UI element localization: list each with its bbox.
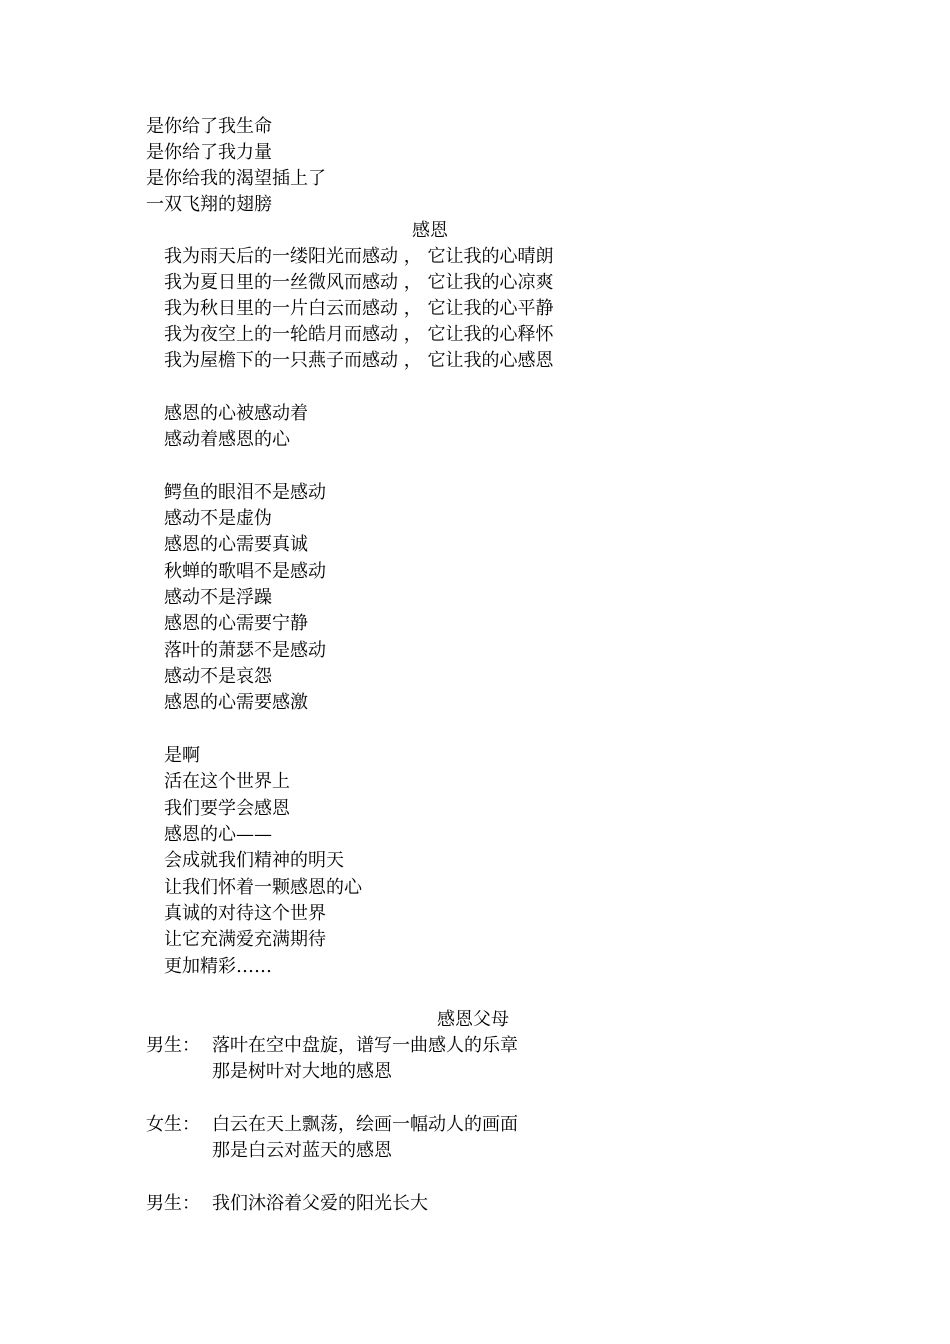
poem-line: 活在这个世界上	[164, 771, 290, 792]
poem-line: 秋蝉的歌唱不是感动	[164, 561, 326, 582]
poem-line: 让我们怀着一颗感恩的心	[164, 877, 362, 898]
dialogue-line: 那是白云对蓝天的感恩	[212, 1140, 392, 1161]
intro-line: 是你给了我力量	[146, 142, 272, 163]
poem-line: 感动不是虚伪	[164, 508, 272, 529]
poem-line: 感动不是浮躁	[164, 587, 272, 608]
poem-line: 感恩的心需要宁静	[164, 613, 308, 634]
poem-line: 落叶的萧瑟不是感动	[164, 640, 326, 661]
poem-line: 感恩的心需要真诚	[164, 534, 308, 555]
poem-line: 我为秋日里的一片白云而感动 ， 它让我的心平静	[164, 298, 554, 319]
poem-line: 感动不是哀怨	[164, 666, 272, 687]
speaker-label: 男生：	[146, 1193, 200, 1214]
poem-line: 会成就我们精神的明天	[164, 850, 344, 871]
poem-line: 感恩的心被感动着	[164, 403, 308, 424]
intro-line: 是你给了我生命	[146, 116, 272, 137]
dialogue-line: 落叶在空中盘旋，谱写一曲感人的乐章	[212, 1035, 518, 1056]
poem-line: 更加精彩……	[164, 956, 272, 977]
poem-line: 鳄鱼的眼泪不是感动	[164, 482, 326, 503]
poem-line: 真诚的对待这个世界	[164, 903, 326, 924]
poem-title: 感恩	[412, 220, 448, 241]
speaker-label: 男生：	[146, 1035, 200, 1056]
dialogue-line: 白云在天上飘荡，绘画一幅动人的画面	[212, 1114, 518, 1135]
speaker-label: 女生：	[146, 1114, 200, 1135]
poem-line: 感动着感恩的心	[164, 429, 290, 450]
poem-line: 是啊	[164, 745, 200, 766]
poem-line: 感恩的心——	[164, 824, 272, 845]
intro-line: 是你给我的渴望插上了	[146, 168, 326, 189]
poem-line: 我为屋檐下的一只燕子而感动 ， 它让我的心感恩	[164, 350, 554, 371]
poem-line: 感恩的心需要感激	[164, 692, 308, 713]
intro-line: 一双飞翔的翅膀	[146, 194, 272, 215]
poem-line: 我们要学会感恩	[164, 798, 290, 819]
poem-line: 让它充满爱充满期待	[164, 929, 326, 950]
poem-title: 感恩父母	[437, 1009, 509, 1030]
poem-line: 我为夜空上的一轮皓月而感动 ， 它让我的心释怀	[164, 324, 554, 345]
poem-line: 我为雨天后的一缕阳光而感动 ， 它让我的心晴朗	[164, 246, 554, 267]
dialogue-line: 我们沐浴着父爱的阳光长大	[212, 1193, 428, 1214]
poem-line: 我为夏日里的一丝微风而感动 ， 它让我的心凉爽	[164, 272, 554, 293]
dialogue-line: 那是树叶对大地的感恩	[212, 1061, 392, 1082]
